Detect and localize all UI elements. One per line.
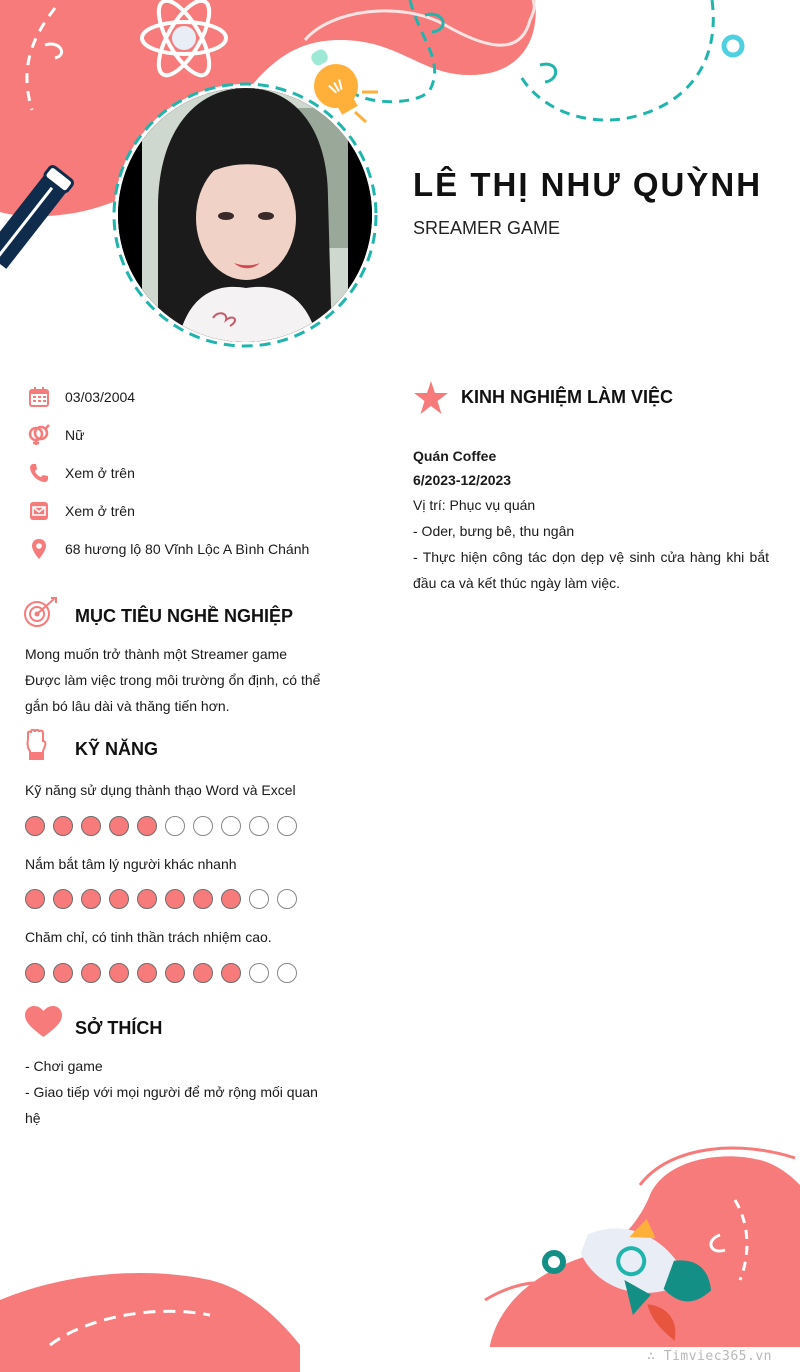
skill-rating [25, 889, 297, 909]
profile-photo [118, 88, 372, 342]
skill-dot-filled [165, 889, 185, 909]
experience-duty: - Oder, bưng bê, thu ngân [413, 523, 575, 539]
skill-dot-filled [53, 889, 73, 909]
contact-text: Xem ở trên [65, 465, 135, 481]
bottom-decoration [0, 1140, 800, 1372]
skill-dot-filled [193, 963, 213, 983]
skill-dot-empty [249, 963, 269, 983]
contact-birthdate [28, 385, 135, 409]
skill-dot-filled [193, 889, 213, 909]
skill-dot-filled [221, 963, 241, 983]
skill-dot-filled [25, 963, 45, 983]
location-icon [28, 538, 50, 560]
skill-label: Nắm bắt tâm lý người khác nhanh [25, 856, 237, 872]
skill-dot-filled [25, 816, 45, 836]
objective-title: MỤC TIÊU NGHỀ NGHIỆP [75, 606, 294, 626]
skill-dot-filled [81, 889, 101, 909]
skill-dot-filled [109, 889, 129, 909]
phone-icon [28, 462, 50, 484]
hobby-item: - Chơi game [25, 1058, 103, 1074]
candidate-name: LÊ THỊ NHƯ QUỲNH [413, 166, 763, 203]
skill-dot-filled [137, 816, 157, 836]
skill-label: Chăm chỉ, có tinh thần trách nhiệm cao. [25, 929, 272, 945]
experience-duty: - Thực hiện công tác dọn dẹp vệ sinh cửa hàng khi bắt đầu ca và kết thúc ngày làm việc. [413, 549, 769, 591]
skill-dot-empty [165, 816, 185, 836]
calendar-icon [28, 386, 50, 408]
skill-rating [25, 963, 297, 983]
objective-text [25, 641, 325, 719]
gender-icon [28, 424, 50, 446]
skill-dot-filled [109, 816, 129, 836]
skill-dot-empty [249, 889, 269, 909]
skill-dot-empty [249, 816, 269, 836]
experience-title: KINH NGHIỆM LÀM VIỆC [461, 387, 674, 407]
skill-dot-filled [165, 963, 185, 983]
skill-dot-empty [277, 889, 297, 909]
skill-dot-filled [25, 889, 45, 909]
skill-dot-filled [53, 963, 73, 983]
skill-dot-filled [53, 816, 73, 836]
star-icon [414, 381, 448, 419]
skill-dot-filled [137, 889, 157, 909]
skill-dot-empty [221, 816, 241, 836]
hobbies-text [25, 1053, 325, 1131]
experience-period: 6/2023-12/2023 [413, 472, 512, 488]
watermark: ∴ Timviec365.vn [647, 1349, 772, 1364]
contact-phone [28, 461, 135, 485]
skill-dot-empty [193, 816, 213, 836]
skill-dot-filled [137, 963, 157, 983]
contact-text: Xem ở trên [65, 503, 135, 519]
experience-entry [413, 444, 769, 596]
skills-title: KỸ NĂNG [75, 739, 159, 759]
contact-text: 03/03/2004 [65, 389, 136, 405]
skill-dot-empty [277, 963, 297, 983]
skill-dot-filled [221, 889, 241, 909]
contact-gender [28, 423, 84, 447]
contact-email [28, 499, 135, 523]
skill-dot-empty [277, 816, 297, 836]
experience-company: Quán Coffee [413, 448, 497, 464]
skill-dot-filled [109, 963, 129, 983]
skill-dot-filled [81, 963, 101, 983]
objective-line: Được làm việc trong môi trường ổn định, có thể gắn bó lâu dài và thăng tiến hơn. [25, 672, 321, 714]
email-icon [28, 500, 50, 522]
candidate-role: SREAMER GAME [413, 218, 561, 238]
contact-text: 68 hương lộ 80 Vĩnh Lộc A Bình Chánh [65, 541, 310, 557]
skill-label: Kỹ năng sử dụng thành thạo Word và Excel [25, 782, 296, 798]
contact-text: Nữ [65, 427, 85, 443]
skill-dot-filled [81, 816, 101, 836]
target-icon [24, 597, 58, 634]
hobby-item: - Giao tiếp với mọi người để mở rộng mối quan hệ [25, 1084, 318, 1126]
skill-rating [25, 816, 297, 836]
fist-icon [25, 729, 47, 766]
heart-icon [25, 1006, 62, 1043]
experience-position: Vị trí: Phục vụ quán [413, 497, 536, 513]
objective-line: Mong muốn trở thành một Streamer game [25, 646, 288, 662]
contact-address [28, 537, 309, 561]
hobbies-title: SỞ THÍCH [75, 1018, 163, 1038]
